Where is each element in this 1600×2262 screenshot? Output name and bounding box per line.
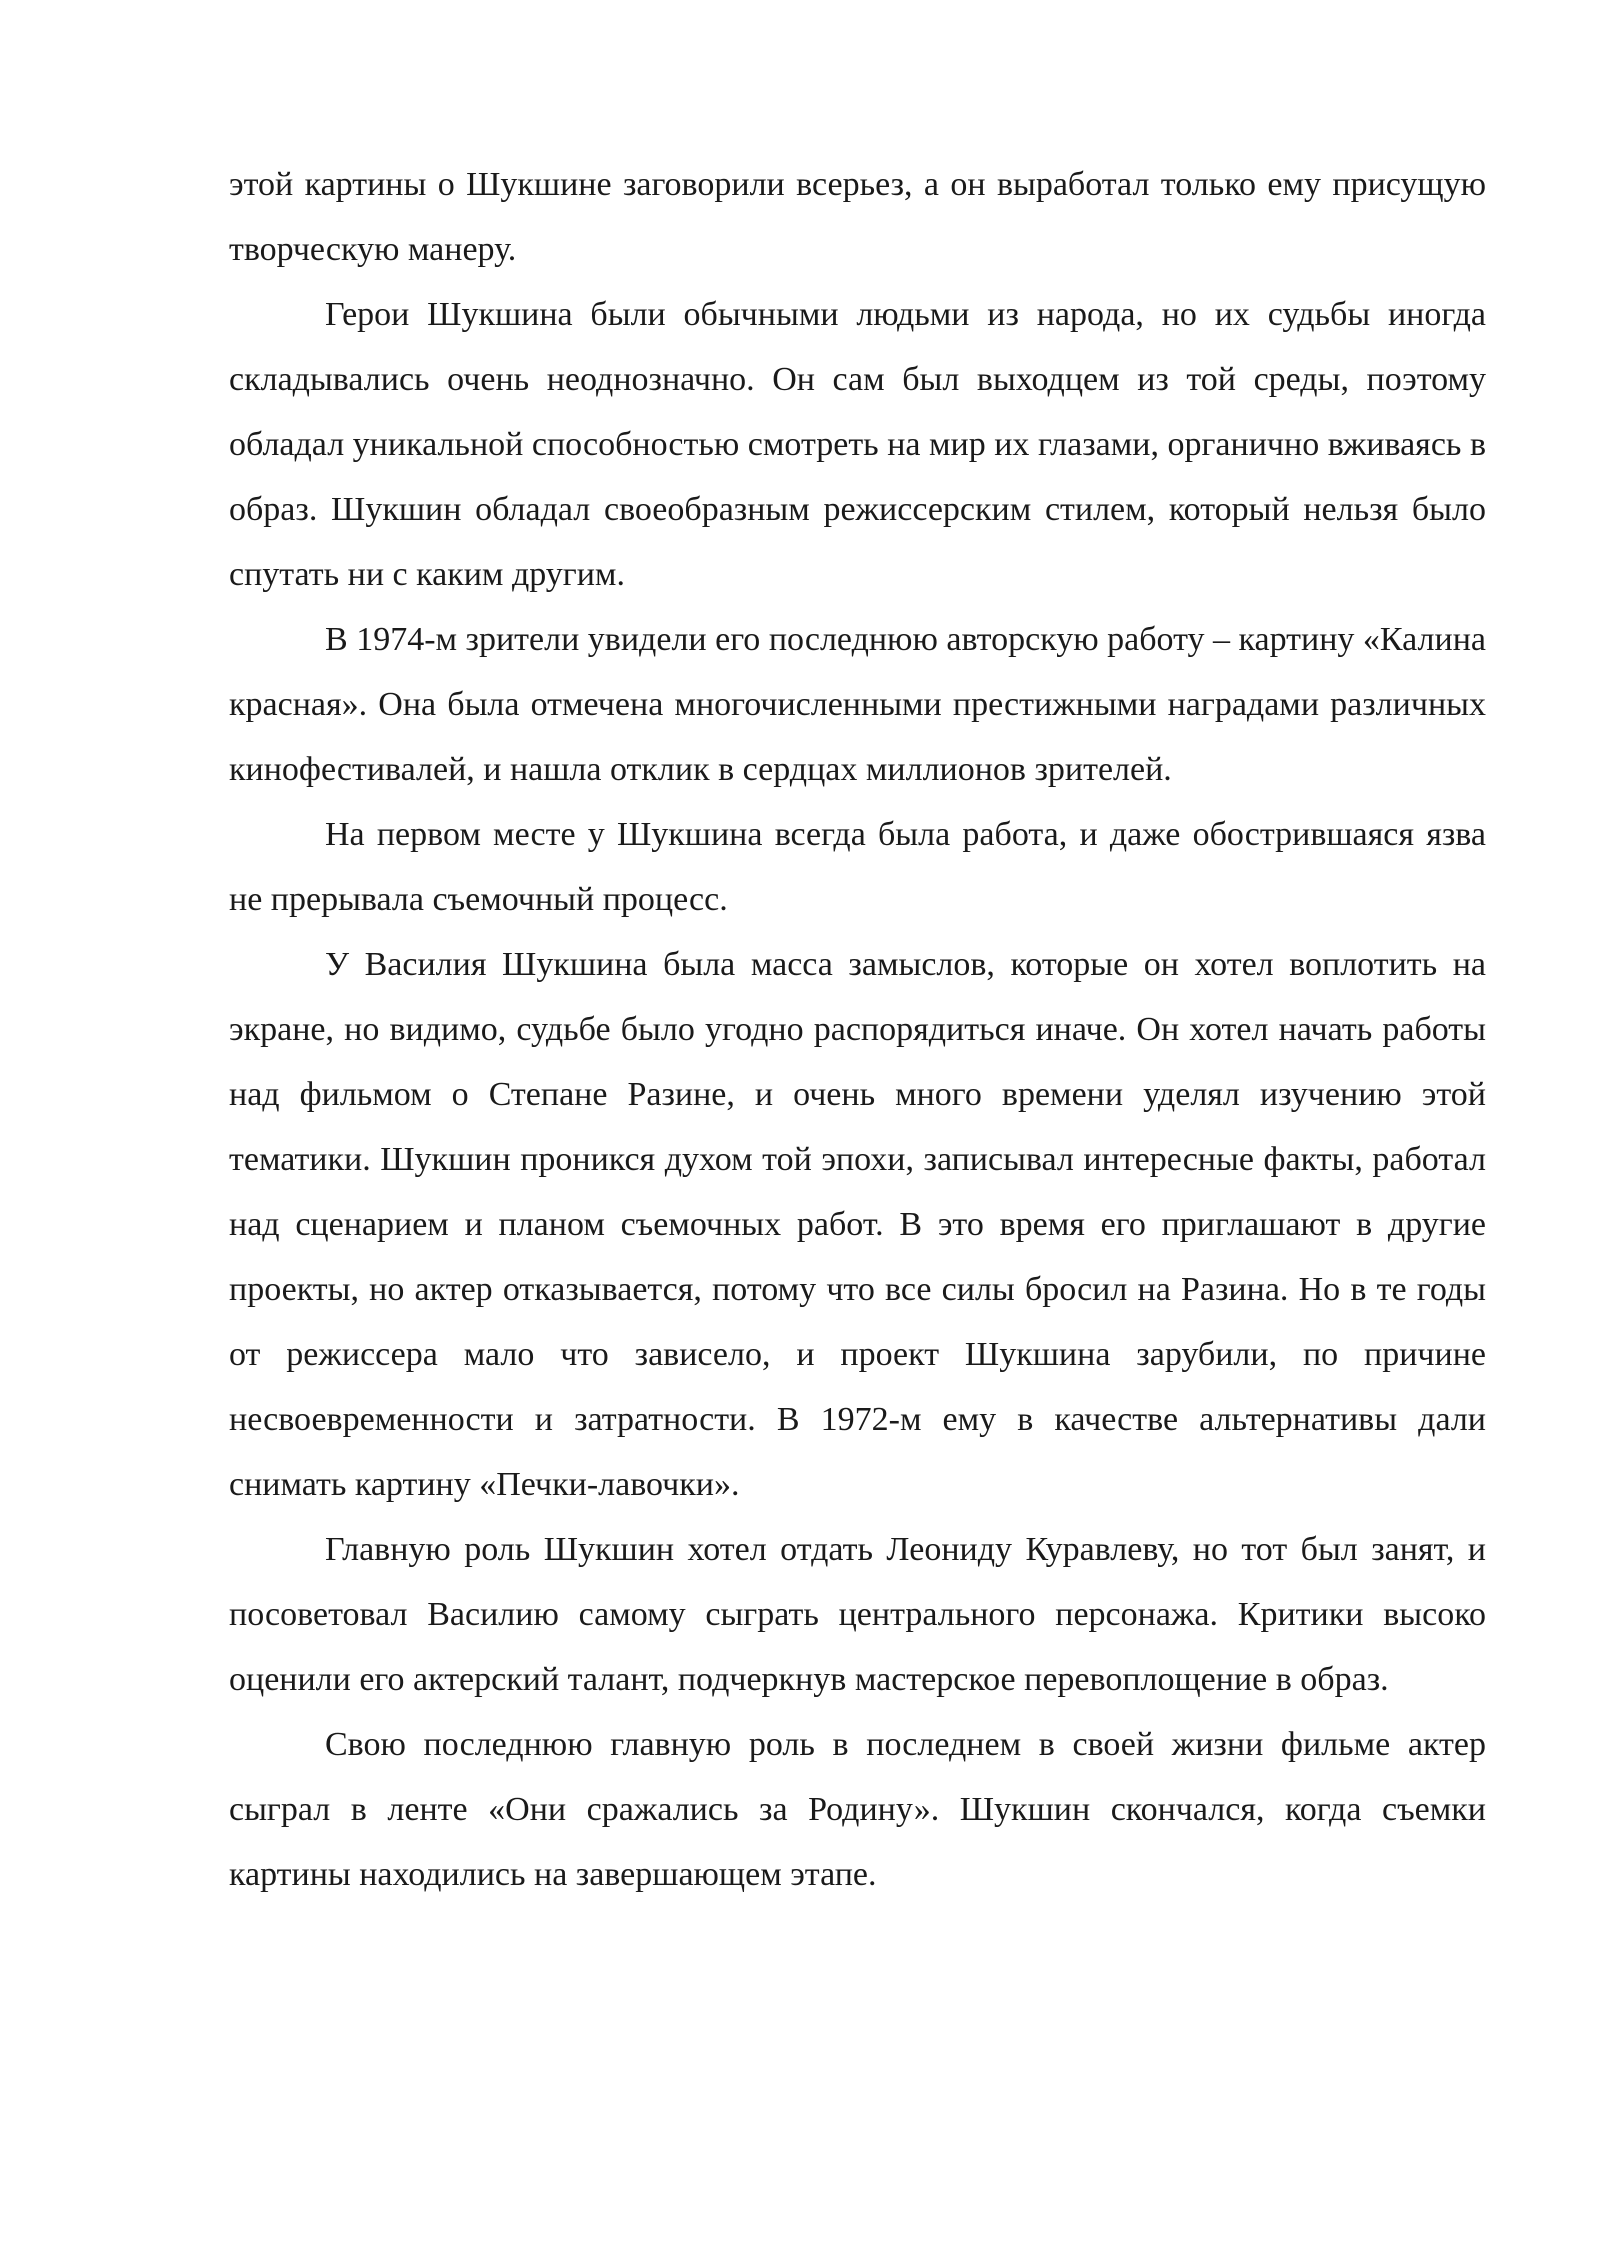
document-body: [229, 152, 1486, 1907]
paragraph: На первом месте у Шукшина всегда была работа, и даже обострившаяся язва не прерывала съемочный процесс.: [229, 816, 1486, 918]
paragraph-continuation: этой картины о Шукшине заговорили всерьез, а он выработал только ему присущую творческую манеру.: [229, 166, 1486, 268]
paragraph: В 1974-м зрители увидели его последнюю авторскую работу – картину «Калина красная». Она была отмечена многочисленными престижными наградами различных кинофестивалей, и нашла отклик в сердцах миллионов зрителей.: [229, 621, 1486, 788]
paragraph: Свою последнюю главную роль в последнем в своей жизни фильме актер сыграл в ленте «Они сражались за Родину». Шукшин скончался, когда съемки картины находились на завершающем этапе.: [229, 1726, 1486, 1893]
paragraph: У Василия Шукшина была масса замыслов, которые он хотел воплотить на экране, но видимо, судьбе было угодно распорядиться иначе. Он хотел начать работы над фильмом о Степане Разине, и очень много времени уделял изучению этой тематики. Шукшин проникся духом той эпохи, записывал интересные факты, работал над сценарием и планом съемочных работ. В это время его приглашают в другие проекты, но актер отказывается, потому что все силы бросил на Разина. Но в те годы от режиссера мало что зависело, и проект Шукшина зарубили, по причине несвоевременности и затратности. В 1972-м ему в качестве альтернативы дали снимать картину «Печки-лавочки».: [229, 946, 1486, 1503]
paragraph: Главную роль Шукшин хотел отдать Леониду Куравлеву, но тот был занят, и посоветовал Василию самому сыграть центрального персонажа. Критики высоко оценили его актерский талант, подчеркнув мастерское перевоплощение в образ.: [229, 1531, 1486, 1698]
paragraph: Герои Шукшина были обычными людьми из народа, но их судьбы иногда складывались очень неоднозначно. Он сам был выходцем из той среды, поэтому обладал уникальной способностью смотреть на мир их глазами, органично вживаясь в образ. Шукшин обладал своеобразным режиссерским стилем, который нельзя было спутать ни с каким другим.: [229, 296, 1486, 593]
